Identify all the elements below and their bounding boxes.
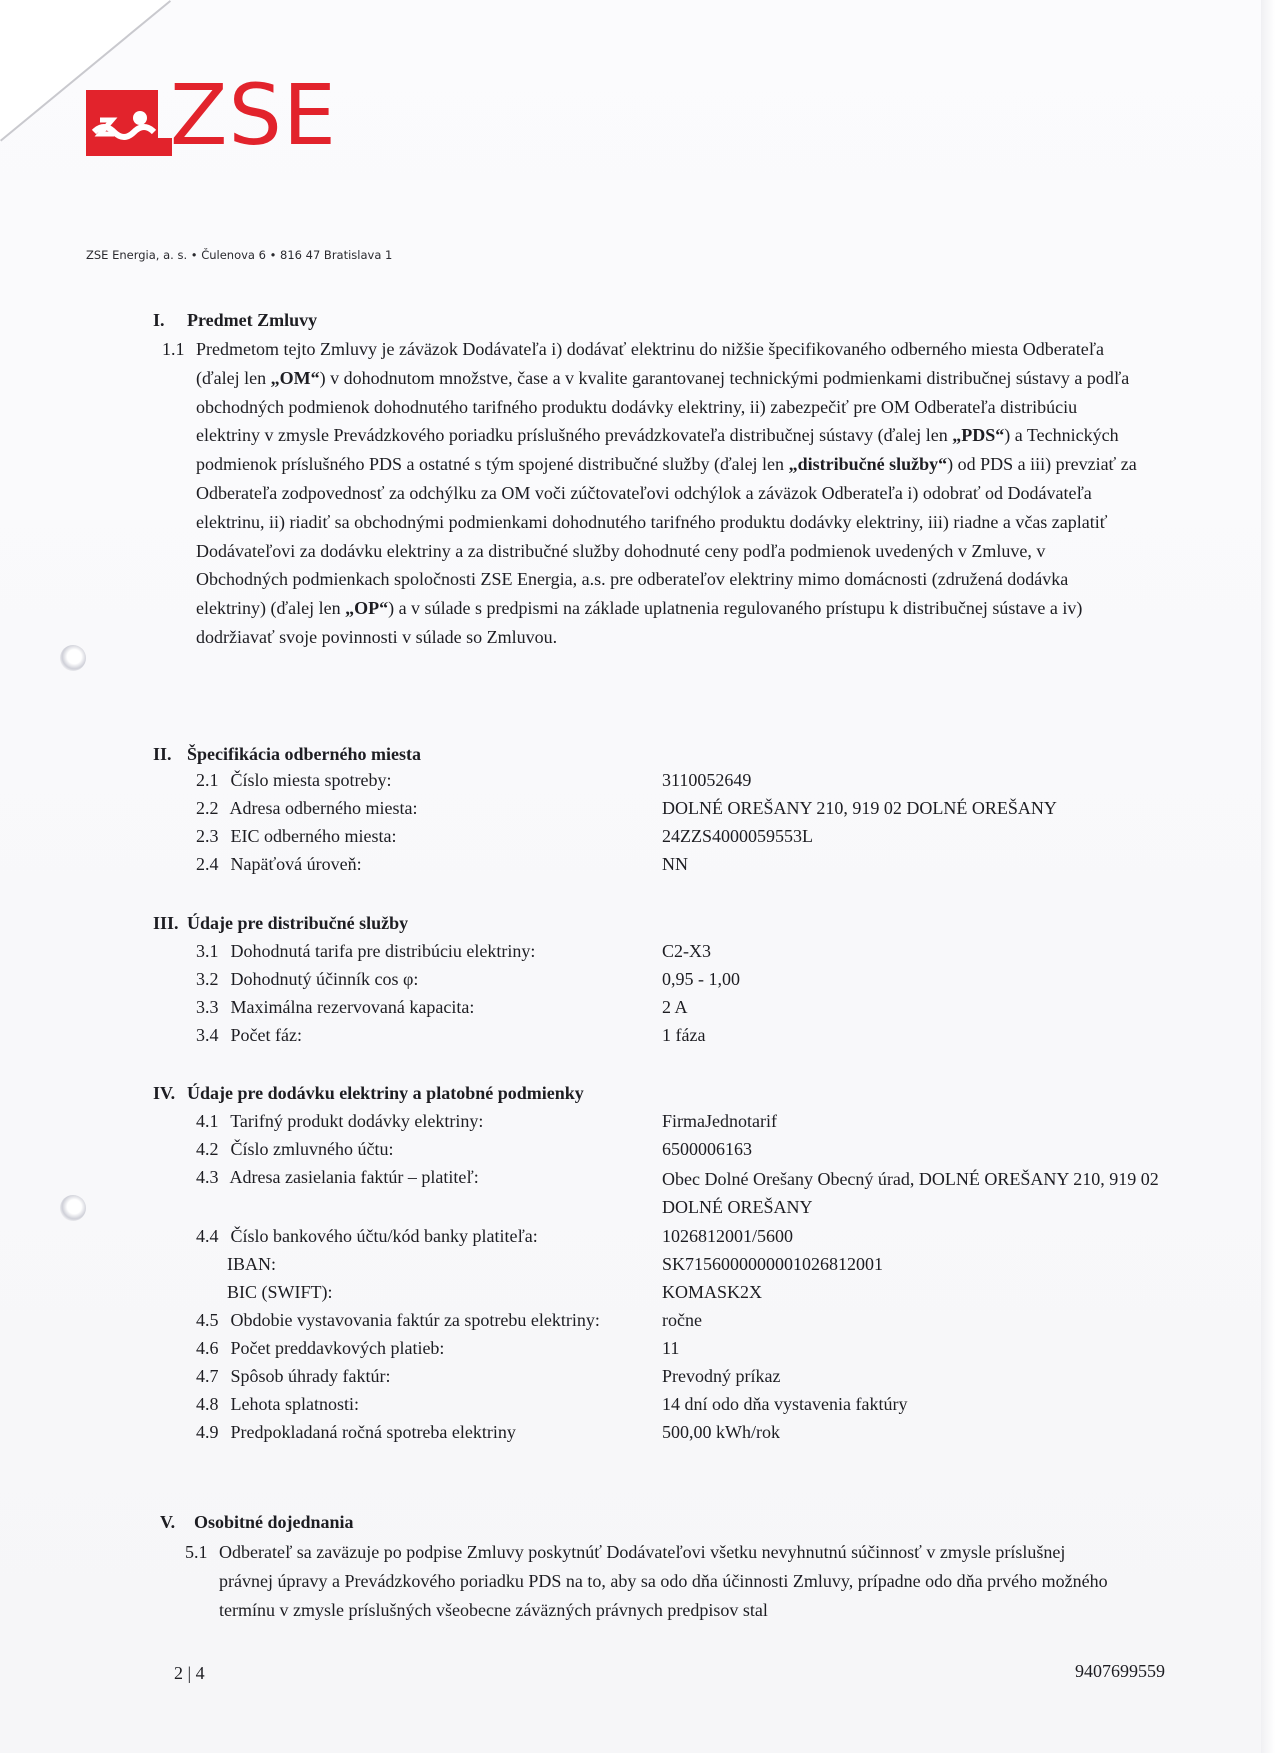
text-part: ) a Technických podmienok príslušného PDS a ostatné s tým spojené distribučné služby (ďalej len bbox=[196, 425, 1119, 475]
row-value: 1026812001/5600 bbox=[662, 1226, 794, 1246]
section-number: II. bbox=[153, 744, 172, 764]
text-part: Predmetom tejto Zmluvy je záväzok Dodávateľa i) dodávať elektrinu do nižšie špecifikovaného odberného miesta Odberateľa (ďalej len bbox=[196, 339, 1104, 388]
row-number: 2.4 bbox=[196, 854, 219, 874]
row-number: 4.7 bbox=[196, 1366, 219, 1386]
logo-wordmark: ZSE bbox=[170, 66, 337, 164]
row-value: Prevodný príkaz bbox=[662, 1366, 781, 1386]
section-number: V. bbox=[160, 1512, 176, 1532]
bic-label: BIC (SWIFT): bbox=[227, 1282, 333, 1302]
row-label: Predpokladaná ročná spotreba elektriny bbox=[230, 1422, 516, 1442]
page-number: 2 | 4 bbox=[174, 1663, 205, 1683]
section-title: Osobitné dojednania bbox=[194, 1512, 354, 1532]
spec-row bbox=[196, 997, 474, 1018]
row-number: 2.2 bbox=[196, 798, 219, 818]
punch-hole-icon bbox=[60, 645, 86, 671]
row-label: Lehota splatnosti: bbox=[230, 1394, 359, 1414]
row-number: 4.9 bbox=[196, 1422, 219, 1442]
row-label: EIC odberného miesta: bbox=[230, 826, 397, 846]
row-label: Obdobie vystavovania faktúr za spotrebu elektriny: bbox=[230, 1310, 600, 1330]
section-title: Špecifikácia odberného miesta bbox=[187, 744, 421, 764]
zse-logo-mark-icon bbox=[86, 72, 172, 158]
spec-row bbox=[196, 1139, 393, 1160]
paragraph-text: Odberateľ sa zaväzuje po podpise Zmluvy poskytnúť Dodávateľovi všetku nevyhnutnú súčinnosť v zmysle príslušnej právnej úpravy a Prevádzkového poriadku PDS na to, aby sa odo dňa účinnosti Zmluvy, prípadne odo dňa prvého možného termínu v zmysle príslušných všeobecne záväzných právnych predpisov stal bbox=[219, 1542, 1108, 1620]
row-label: Počet fáz: bbox=[230, 1025, 302, 1045]
spec-row bbox=[196, 770, 392, 791]
row-number: 3.3 bbox=[196, 997, 219, 1017]
row-label: Adresa zasielania faktúr – platiteľ: bbox=[229, 1167, 479, 1187]
section-title: Predmet Zmluvy bbox=[187, 310, 318, 330]
section-5-heading bbox=[160, 1512, 354, 1533]
row-label: Dohodnutý účinník cos φ: bbox=[230, 969, 419, 989]
spec-row bbox=[196, 1366, 390, 1387]
row-value: 3110052649 bbox=[662, 770, 752, 790]
row-label: Počet preddavkových platieb: bbox=[230, 1338, 445, 1358]
row-label: Adresa odberného miesta: bbox=[229, 798, 418, 818]
row-number: 3.2 bbox=[196, 969, 219, 989]
row-value: 11 bbox=[662, 1338, 680, 1358]
term-pds: „PDS“ bbox=[952, 425, 1005, 446]
bic-value: KOMASK2X bbox=[662, 1282, 763, 1302]
row-number: 4.1 bbox=[196, 1111, 219, 1131]
row-label: Napäťová úroveň: bbox=[230, 854, 362, 874]
row-value: 2 A bbox=[662, 997, 688, 1017]
iban-value: SK7156000000001026812001 bbox=[662, 1254, 884, 1274]
punch-hole-icon bbox=[60, 1195, 86, 1221]
row-value: C2-X3 bbox=[662, 941, 711, 961]
row-number: 3.1 bbox=[196, 941, 219, 961]
row-label: Tarifný produkt dodávky elektriny: bbox=[230, 1111, 484, 1131]
text-part: ) a v súlade s predpismi na základe uplatnenia regulovaného prístupu k distribučnej sústave a iv) dodržiavať svoje povinnosti v súlade so Zmluvou. bbox=[196, 598, 1083, 647]
row-number: 4.2 bbox=[196, 1139, 219, 1159]
iban-label: IBAN: bbox=[227, 1254, 276, 1274]
row-value: 1 fáza bbox=[662, 1025, 706, 1045]
row-number: 4.3 bbox=[196, 1167, 219, 1187]
spec-row bbox=[196, 826, 396, 847]
spec-row bbox=[196, 1310, 600, 1331]
section-1-paragraph bbox=[162, 335, 1141, 652]
row-value: FirmaJednotarif bbox=[662, 1111, 777, 1131]
spec-row bbox=[196, 941, 535, 962]
spec-row bbox=[196, 1226, 538, 1247]
spec-row bbox=[196, 1167, 479, 1188]
row-value: NN bbox=[662, 854, 688, 874]
text-part: ) od PDS a iii) prevziať za Odberateľa zodpovednosť za odchýlku za OM voči zúčtovateľovi odchýlok a záväzok Odberateľa i) odobrať od Dodávateľa elektrinu, ii) riadiť sa obchodnými podmienkami dohodnutého tarifného produktu dodávky elektriny, iii) riadne a včas zaplatiť Dodávateľovi za dodávku elektriny a za distribučné služby dohodnuté ceny podľa podmienok uvedených v Zmluve, v Obchodných podmienkach spoločnosti ZSE Energia, a.s. pre odberateľov elektriny mimo domácnosti (združená dodávka elektriny) (ďalej len bbox=[196, 454, 1137, 619]
row-label: Spôsob úhrady faktúr: bbox=[230, 1366, 391, 1386]
row-number: 2.1 bbox=[196, 770, 219, 790]
row-number: 4.4 bbox=[196, 1226, 219, 1246]
row-number: 2.3 bbox=[196, 826, 219, 846]
spec-row bbox=[196, 1394, 359, 1415]
section-3-heading bbox=[153, 913, 408, 934]
spec-row bbox=[196, 1422, 516, 1443]
row-label: Číslo zmluvného účtu: bbox=[230, 1139, 394, 1159]
text-part: ) v dohodnutom množstve, čase a v kvalite garantovanej technickými podmienkami distribučnej sústavy a podľa obchodných podmienok dohodnutého tarifného produktu dodávky elektriny, ii) zabezpečiť pre OM Odberateľa distribúciu elektriny v zmysle Prevádzkového poriadku príslušného prevádzkovateľa distribučnej sústavy (ďalej len bbox=[196, 367, 1130, 446]
row-number: 4.5 bbox=[196, 1310, 219, 1330]
spec-row bbox=[196, 798, 417, 819]
section-title: Údaje pre distribučné služby bbox=[187, 913, 409, 933]
row-value: ročne bbox=[662, 1310, 702, 1330]
section-2-heading bbox=[153, 744, 421, 765]
row-label: Číslo bankového účtu/kód banky platiteľa: bbox=[230, 1226, 538, 1246]
row-value: 6500006163 bbox=[662, 1139, 752, 1159]
section-number: IV. bbox=[153, 1083, 176, 1103]
spec-row bbox=[196, 1111, 483, 1132]
row-number: 4.6 bbox=[196, 1338, 219, 1358]
row-label: Maximálna rezervovaná kapacita: bbox=[230, 997, 475, 1017]
section-4-heading bbox=[153, 1083, 584, 1104]
spec-row bbox=[196, 969, 418, 990]
row-value: Obec Dolné Orešany Obecný úrad, DOLNÉ OREŠANY 210, 919 02 DOLNÉ OREŠANY bbox=[662, 1169, 1159, 1217]
row-value: 0,95 - 1,00 bbox=[662, 969, 740, 989]
term-op: „OP“ bbox=[345, 598, 389, 619]
item-number: 1.1 bbox=[162, 339, 185, 359]
section-title: Údaje pre dodávku elektriny a platobné podmienky bbox=[187, 1083, 584, 1103]
term-om: „OM“ bbox=[270, 367, 320, 388]
row-value: 14 dní odo dňa vystavenia faktúry bbox=[662, 1394, 908, 1414]
document-number: 9407699559 bbox=[1075, 1661, 1165, 1681]
term-distribucne-sluzby: „distribučné služby“ bbox=[788, 454, 948, 475]
row-number: 3.4 bbox=[196, 1025, 219, 1045]
section-1-heading bbox=[153, 310, 317, 331]
row-label: Číslo miesta spotreby: bbox=[230, 770, 392, 790]
section-number: III. bbox=[153, 913, 179, 933]
company-address: ZSE Energia, a. s. • Čulenova 6 • 816 47 Bratislava 1 bbox=[86, 248, 393, 262]
section-number: I. bbox=[153, 310, 165, 330]
row-value: 500,00 kWh/rok bbox=[662, 1422, 780, 1442]
row-value: DOLNÉ OREŠANY 210, 919 02 DOLNÉ OREŠANY bbox=[662, 798, 1057, 818]
row-number: 4.8 bbox=[196, 1394, 219, 1414]
zse-logo bbox=[86, 66, 337, 164]
section-5-paragraph bbox=[185, 1538, 1119, 1624]
spec-row bbox=[196, 854, 362, 875]
row-label: Dohodnutá tarifa pre distribúciu elektriny: bbox=[230, 941, 536, 961]
paper-edge bbox=[1261, 0, 1275, 1753]
spec-row bbox=[196, 1025, 302, 1046]
spec-row bbox=[196, 1338, 444, 1359]
item-number: 5.1 bbox=[185, 1542, 208, 1562]
row-value: 24ZZS4000059553L bbox=[662, 826, 813, 846]
